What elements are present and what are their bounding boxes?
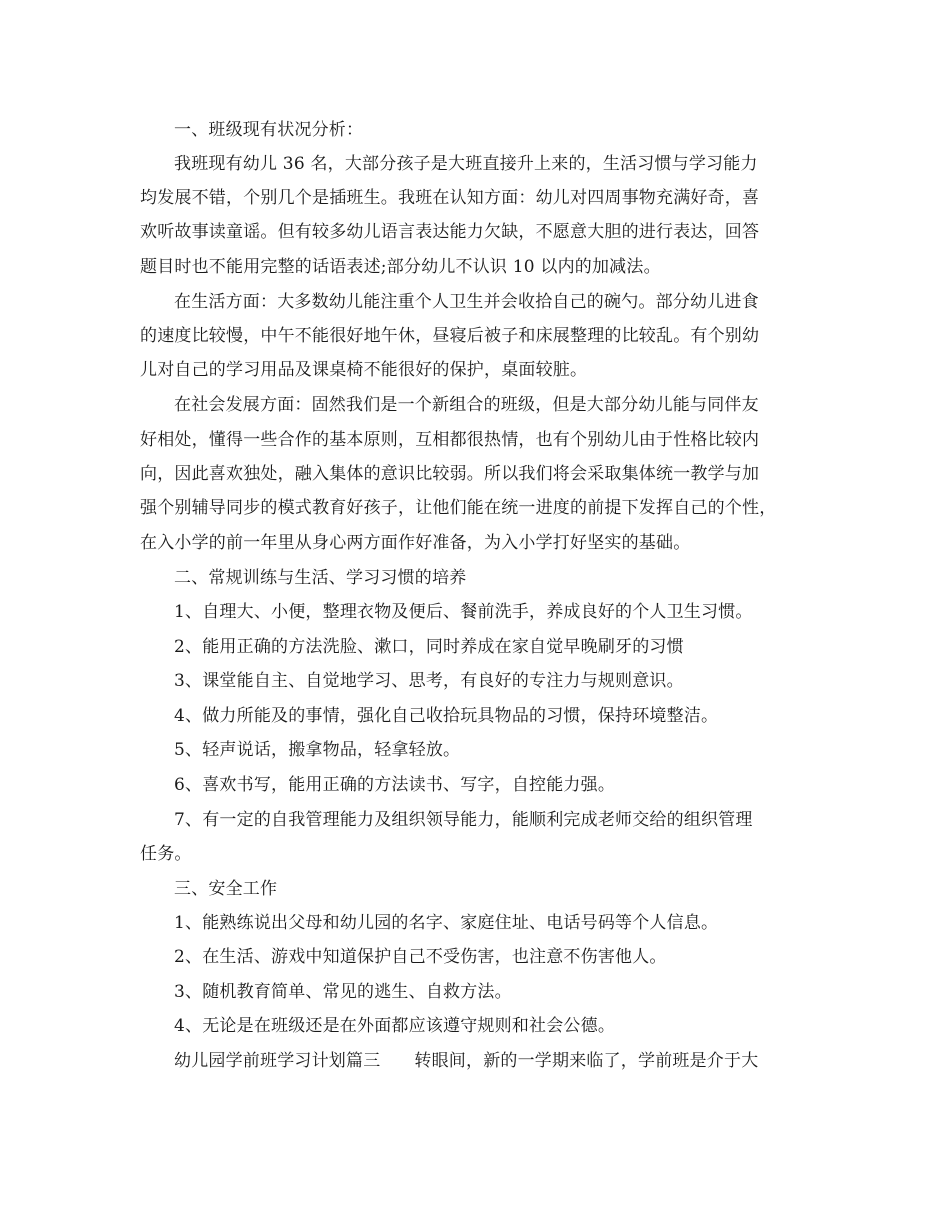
text-line: 2、在生活、游戏中知道保护自己不受伤害，也注意不伤害他人。 (174, 947, 667, 967)
text-line: 5、轻声说话，搬拿物品，轻拿轻放。 (174, 740, 461, 760)
text-line: 4、做力所能及的事情，强化自己收拾玩具物品的习惯，保持环境整洁。 (174, 706, 719, 726)
section-title: 幼儿园学前班学习计划篇三 (174, 1051, 381, 1071)
text-line: 题目时也不能用完整的话语表述;部分幼儿不认识 10 以内的加减法。 (140, 257, 661, 277)
text-line: 强个别辅导同步的模式教育好孩子，让他们能在统一进度的前提下发挥自己的个性， (140, 498, 777, 518)
text-line: 在社会发展方面：固然我们是一个新组合的班级，但是大部分幼儿能与同伴友 (174, 395, 759, 415)
text-line: 在生活方面：大多数幼儿能注重个人卫生并会收拾自己的碗勺。部分幼儿进食 (174, 292, 759, 312)
text-line: 欢听故事读童谣。但有较多幼儿语言表达能力欠缺，不愿意大胆的进行表达，回答 (140, 222, 760, 242)
text-line: 均发展不错，个别几个是插班生。我班在认知方面：幼儿对四周事物充满好奇，喜 (140, 188, 760, 208)
text-line: 6、喜欢书写，能用正确的方法读书、写字，自控能力强。 (174, 775, 616, 795)
section-title-line (174, 1049, 854, 1073)
text-line: 在入小学的前一年里从身心两方面作好准备，为入小学打好坚实的基础。 (140, 533, 691, 553)
text-line: 2、能用正确的方法洗脸、漱口，同时养成在家自觉早晚刷牙的习惯 (174, 637, 684, 657)
text-line: 我班现有幼儿 36 名，大部分孩子是大班直接升上来的，生活习惯与学习能力 (174, 154, 758, 174)
text-line: 二、常规训练与生活、学习习惯的培养 (174, 568, 467, 588)
section-intro-text: 转眼间，新的一学期来临了，学前班是介于大 (414, 1051, 759, 1071)
text-line: 三、安全工作 (174, 879, 278, 899)
text-line: 的速度比较慢，中午不能很好地午休，昼寝后被子和床展整理的比较乱。有个别幼 (140, 326, 760, 346)
text-line: 3、随机教育简单、常见的逃生、自救方法。 (174, 982, 512, 1002)
text-line: 3、课堂能自主、自觉地学习、思考，有良好的专注力与规则意识。 (174, 671, 684, 691)
text-line: 儿对自己的学习用品及课桌椅不能很好的保护，桌面较脏。 (140, 360, 588, 380)
text-line: 1、能熟练说出父母和幼儿园的名字、家庭住址、电话号码等个人信息。 (174, 913, 719, 933)
text-line: 一、班级现有状况分析： (174, 120, 364, 140)
text-line: 1、自理大、小便，整理衣物及便后、餐前洗手，养成良好的个人卫生习惯。 (174, 602, 753, 622)
text-line: 7、有一定的自我管理能力及组织领导能力，能顺利完成老师交给的组织管理 (174, 810, 753, 830)
text-line: 好相处，懂得一些合作的基本原则，互相都很热情，也有个别幼儿由于性格比较内 (140, 430, 760, 450)
text-line: 任务。 (140, 844, 192, 864)
text-line: 向，因此喜欢独处，融入集体的意识比较弱。所以我们将会采取集体统一教学与加 (140, 464, 760, 484)
text-line: 4、无论是在班级还是在外面都应该遵守规则和社会公德。 (174, 1016, 616, 1036)
